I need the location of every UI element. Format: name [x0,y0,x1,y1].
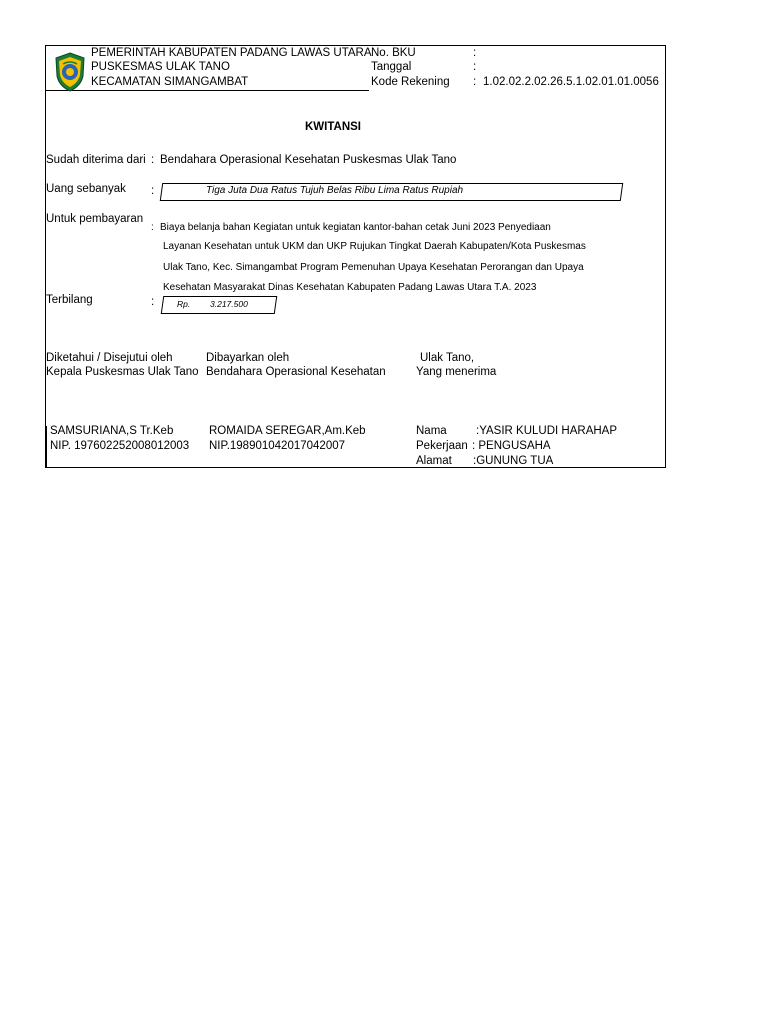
alamat-value: :GUNUNG TUA [473,455,554,467]
payment-for-line-3: Ulak Tano, Kec. Simangambat Program Pemenuhan Upaya Kesehatan Perorangan dan Upaya [163,262,584,273]
payment-for-label: Untuk pembayaran [46,213,144,225]
alamat-label: Alamat [416,455,452,467]
left-signer-nip: NIP. 197602252008012003 [50,440,190,452]
middle-role-1: Dibayarkan oleh [206,352,290,364]
payment-for-colon: : [151,222,154,233]
nama-label: Nama [416,425,447,437]
no-bku-label: No. BKU [371,47,416,59]
kode-rekening-label: Kode Rekening [371,76,450,88]
received-from-colon: : [151,154,155,166]
amount-words-label: Uang sebanyak [46,183,126,195]
payment-for-line-2: Layanan Kesehatan untuk UKM dan UKP Rujukan Tingkat Daerah Kabupaten/Kota Puskesmas [163,241,586,252]
middle-signer-nip: NIP.198901042017042007 [209,440,346,452]
header-divider [46,90,369,91]
right-place: Ulak Tano, [420,352,475,364]
regency-emblem-icon [54,52,86,92]
header-line-1: PEMERINTAH KABUPATEN PADANG LAWAS UTARA [91,47,372,59]
left-role-1: Diketahui / Disejutui oleh [46,352,173,364]
tanggal-colon: : [473,61,477,73]
pekerjaan-value: : PENGUSAHA [472,440,551,452]
tanggal-label: Tanggal [371,61,412,73]
header-line-2: PUSKESMAS ULAK TANO [91,61,230,73]
signature-divider [46,426,47,468]
kode-rekening-colon: : [473,76,477,88]
payment-for-line-1: Biaya belanja bahan Kegiatan untuk kegiatan kantor-bahan cetak Juni 2023 Penyediaan [160,222,551,233]
left-signer-name: SAMSURIANA,S Tr.Keb [50,425,174,437]
left-role-2: Kepala Puskesmas Ulak Tano [46,366,199,378]
payment-for-line-4: Kesehatan Masyarakat Dinas Kesehatan Kabupaten Padang Lawas Utara T.A. 2023 [163,282,537,293]
terbilang-currency: Rp. [177,299,191,309]
terbilang-colon: : [151,296,155,308]
nama-value: :YASIR KULUDI HARAHAP [476,425,618,437]
kode-rekening-value: 1.02.02.2.02.26.5.1.02.01.01.0056 [483,76,659,88]
terbilang-value: 3.217.500 [210,299,248,309]
header-line-3: KECAMATAN SIMANGAMBAT [91,76,249,88]
receipt-frame [45,45,666,468]
page-title: KWITANSI [305,121,362,133]
received-from-label: Sudah diterima dari [46,154,146,166]
middle-signer-name: ROMAIDA SEREGAR,Am.Keb [209,425,366,437]
no-bku-colon: : [473,47,477,59]
received-from-value: Bendahara Operasional Kesehatan Puskesmas Ulak Tano [160,154,457,166]
terbilang-label: Terbilang [46,294,93,306]
middle-role-2: Bendahara Operasional Kesehatan [206,366,386,378]
amount-words-colon: : [151,185,155,197]
right-role: Yang menerima [416,366,497,378]
pekerjaan-label: Pekerjaan [416,440,468,452]
amount-words-value: Tiga Juta Dua Ratus Tujuh Belas Ribu Lima Ratus Rupiah [206,185,464,196]
